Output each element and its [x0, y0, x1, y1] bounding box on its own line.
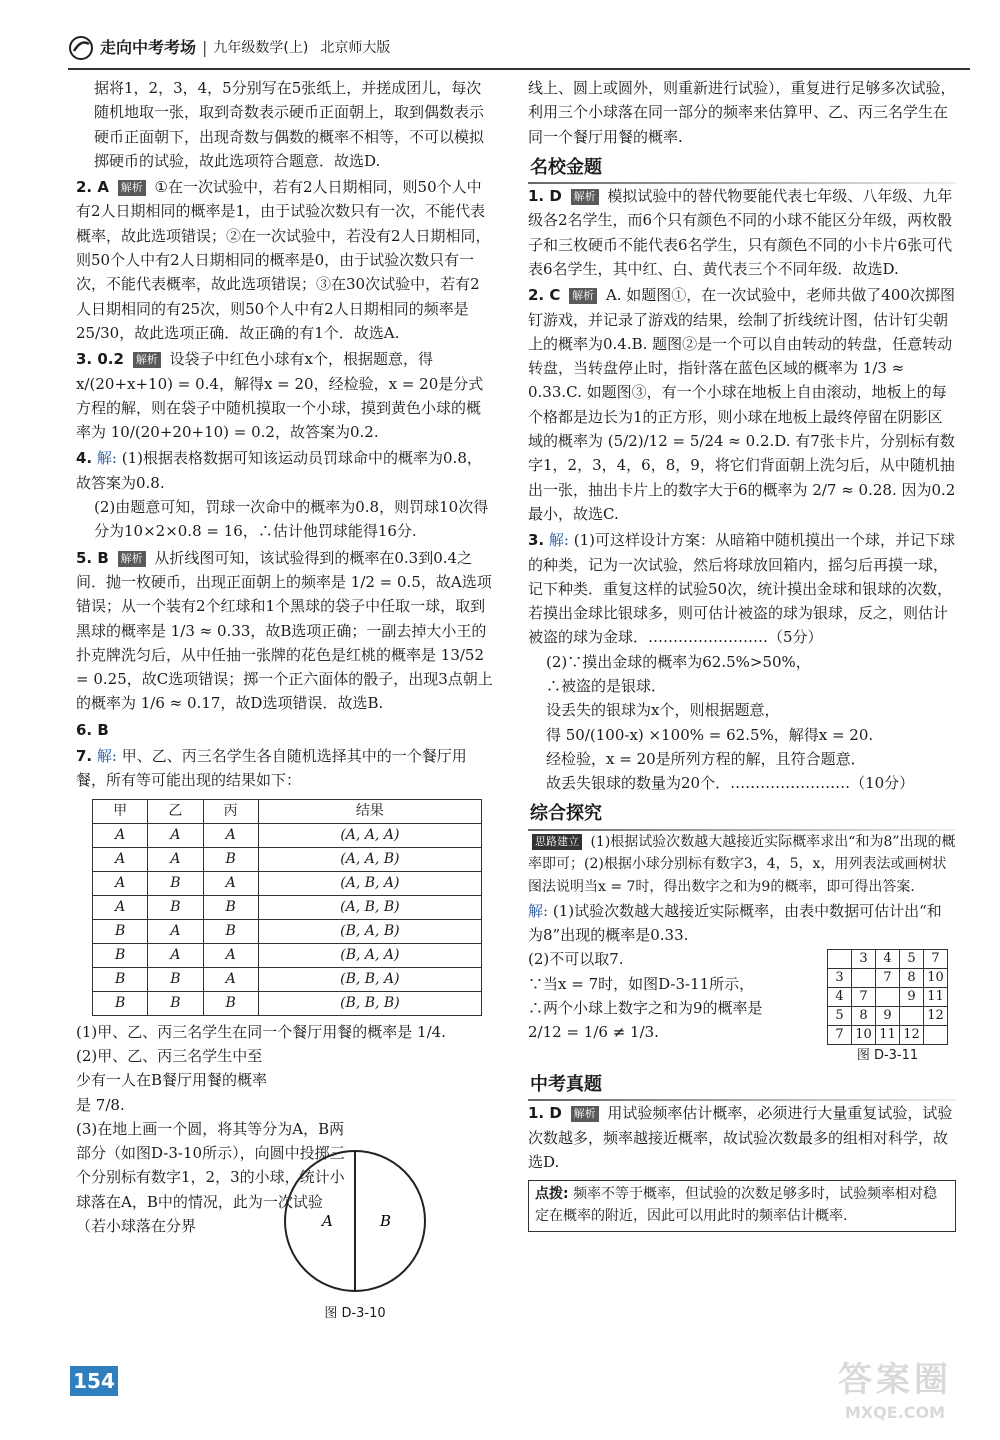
- answer-7-part1-text: (1)甲、乙、丙三名学生在同一个餐厅用餐的概率是: [76, 1022, 413, 1041]
- right-answer-2-text: A. 如题图①，在一次试验中，老师共做了400次掷图钉游戏，并记录了游戏的结果，绘制了折线统计图，估计钉尖朝上的概率为0.4.B. 题图②是一个可以自由转动的转盘，任意转动转盘，当转盘停止时，指针落在蓝色区域的概率为 1/3 ≈ 0.33.C. 如题图③，有一个小球在地板上自由滚动，地板上的每个格都是边长为1的正方形，则小球在地板上最终停留在阴影区域的概率为 (5/2)/12 = 5/24 ≈ 0.2.D. 有7张卡片，分别标有数字1，2，3，4，6，8，9，将它们背面朝上洗匀后，从中随机抽出一张，抽出卡片上的数字大于6的概率为 2/7 ≈ 0.28. 因为0.2最小，故选C.: [528, 286, 956, 523]
- table-cell: 10: [852, 1026, 876, 1045]
- explore-part1-text: (1)试验次数越大越接近实际概率，由表中数据可估计出“和为8”出现的概率是0.33.: [528, 901, 942, 944]
- table-cell: B: [148, 871, 203, 895]
- answer-7-part3: (3)在地上画一个圆，将其等分为A，B两部分（如图D-3-10所示），向圆中投掷三个分别标有数字1，2，3的小球，统计小球落在A，B中的情况，此为一次试验（若小球落在分界: [76, 1119, 345, 1235]
- answer-7: [76, 744, 494, 793]
- table-cell: 3: [852, 950, 876, 969]
- table-cell: A: [148, 943, 203, 967]
- watermark-url: MXQE.COM: [844, 1403, 946, 1422]
- region-b-label: B: [380, 1212, 392, 1230]
- table-cell: 7: [852, 988, 876, 1007]
- table-row: [93, 895, 482, 919]
- solution-label: 解:: [548, 531, 569, 550]
- right-answer-1: [528, 184, 956, 281]
- table-cell: 12: [924, 1007, 948, 1026]
- table-row: [828, 950, 948, 969]
- answer-4-part1: (1)根据表格数据可知该运动员罚球命中的概率为0.8，故答案为0.8.: [76, 449, 482, 492]
- table-cell: 4: [828, 988, 852, 1007]
- section-title-explore: 综合探究: [528, 799, 956, 828]
- analysis-tag: 解析: [133, 352, 161, 368]
- answer-5-number: 5. B: [76, 548, 109, 567]
- header-rule: [68, 68, 970, 70]
- page-number: 154: [70, 1366, 118, 1396]
- table-cell: A: [93, 823, 148, 847]
- right-answer-3-part4: 设丢失的银球为x个，则根据题意，: [546, 701, 780, 720]
- figure-caption: 图 D-3-10: [324, 1306, 386, 1322]
- table-row: [828, 1026, 948, 1045]
- tip-box: [528, 1180, 956, 1231]
- continued-paragraph: 线上、圆上或圆外，则重新进行试验），重复进行足够多次试验，利用三个小球落在同一部分的频率来估算甲、乙、丙三名学生在同一个餐厅用餐的概率.: [528, 79, 956, 146]
- exam-answer-1: [528, 1101, 956, 1174]
- analysis-tag: 解析: [571, 1106, 599, 1122]
- table-cell: 8: [900, 969, 924, 988]
- solution-label: 解:: [96, 449, 117, 468]
- table-cell: A: [93, 871, 148, 895]
- table-cell: 3: [828, 969, 852, 988]
- brand-logo-icon: [68, 35, 94, 61]
- right-answer-2: [528, 283, 956, 526]
- table-row: [828, 1007, 948, 1026]
- table-cell: [924, 1026, 948, 1045]
- right-answer-3-part6: 经检验，x = 20是所列方程的解，且符合题意．: [546, 749, 866, 768]
- tip-text: 频率不等于概率，但试验的次数足够多时，试验频率相对稳定在概率的附近，因此可以用此时的频率估计概率.: [535, 1186, 938, 1225]
- answer-4-part2: (2)由题意可知，罚球一次命中的概率为0.8，则罚球10次得分为10×2×0.8 = 16，∴估计他罚球能得16分.: [94, 498, 489, 541]
- right-answer-1-number: 1. D: [528, 187, 562, 206]
- section-title-famous-schools: 名校金题: [528, 153, 956, 182]
- answer-5-text: 从折线图可知，该试验得到的概率在0.3到0.4之间．抛一枚硬币，出现正面朝上的频率是 1/2 = 0.5，故A选项错误；从一个装有2个红球和1个黑球的袋子中任取一球，取到黑球的概率是 1/3 ≈ 0.33，故B选项正确；一副去掉大小王的扑克牌洗匀后，从中任抽一张牌的花色是红桃的概率是 13/52 = 0.25，故C选项错误；掷一个正六面体的骰子，出现3点朝上的概率为 1/6 ≈ 0.17，故D选项错误．故选B.: [76, 548, 493, 713]
- sum-grid-table: [827, 949, 948, 1045]
- explore-part1: [528, 899, 956, 948]
- table-cell: B: [93, 943, 148, 967]
- table-cell: (A, B, B): [258, 895, 481, 919]
- table-row: [93, 943, 482, 967]
- answer-2-number: 2. A: [76, 178, 109, 197]
- table-cell: B: [148, 991, 203, 1015]
- table-cell: A: [93, 895, 148, 919]
- table-cell: [876, 988, 900, 1007]
- answer-3: [76, 347, 494, 444]
- right-answer-3-part1: (1)可这样设计方案：从暗箱中随机摸出一个球，并记下球的种类，记为一次试验，然后将球放回箱内，摇匀后再摸一球，记下种类．重复这样的试验50次，统计摸出金球和银球的次数，若摸出金球比银球多，则可估计被盗的球为银球，反之，则估计被盗的球为金球．……………………（5分）: [528, 531, 956, 647]
- book-subtitle: 九年级数学(上): [213, 39, 309, 56]
- outcomes-table: [92, 799, 482, 1016]
- right-answer-3: [528, 528, 956, 649]
- table-cell: (B, A, B): [258, 919, 481, 943]
- answer-2: [76, 175, 494, 345]
- table-cell: 12: [900, 1026, 924, 1045]
- table-cell: A: [203, 823, 258, 847]
- right-answer-2-number: 2. C: [528, 286, 561, 305]
- table-cell: B: [203, 847, 258, 871]
- table-row: [93, 823, 482, 847]
- watermark-main: 答案圈: [838, 1360, 952, 1400]
- header-separator: |: [202, 38, 208, 58]
- right-answer-3-part3: ∴被盗的是银球．: [546, 676, 667, 695]
- table-cell: [852, 969, 876, 988]
- thinking-text: (1)根据试验次数越大越接近实际概率求出“和为8”出现的概率即可；(2)根据小球分别标有数字3，4，5，x，用列表法或画树状图法说明当x = 7时，得出数字之和为9的概率，即可得出答案．: [528, 833, 956, 895]
- table-cell: A: [203, 871, 258, 895]
- answer-6: 6. B: [76, 720, 109, 739]
- right-answer-3-part2: (2)∵摸出金球的概率为62.5%>50%，: [546, 652, 811, 671]
- answer-7-part1: (1)甲、乙、丙三名学生在同一个餐厅用餐的概率是 1/4.: [76, 1022, 446, 1041]
- answer-7-part1-fraction: 1/4: [417, 1022, 442, 1041]
- page-header: [68, 30, 390, 66]
- table-cell: [828, 950, 852, 969]
- table-cell: B: [148, 895, 203, 919]
- table-cell: 11: [876, 1026, 900, 1045]
- right-answer-3-number: 3.: [528, 531, 545, 550]
- explore-part2-text-block: [528, 947, 798, 1066]
- table-cell: (B, B, B): [258, 991, 481, 1015]
- circle-diagram: [280, 1146, 430, 1296]
- answer-4: [76, 446, 494, 495]
- table-cell: B: [93, 967, 148, 991]
- table-cell: B: [93, 919, 148, 943]
- tip-label: 点拨:: [535, 1186, 569, 1203]
- table-cell: 5: [828, 1007, 852, 1026]
- table-row: [93, 919, 482, 943]
- table-row: [93, 871, 482, 895]
- right-answer-3-part7: 故丢失银球的数量为20个．……………………（10分）: [546, 774, 915, 793]
- solution-label: 解:: [96, 747, 117, 766]
- thinking-paragraph: [528, 831, 956, 899]
- exam-answer-1-text: 用试验频率估计概率，必须进行大量重复试验，试验次数越多，频率越接近概率，故试验次数最多的组相对科学，故选D.: [528, 1104, 953, 1172]
- table-cell: 7: [876, 969, 900, 988]
- answer-5: [76, 546, 494, 716]
- left-column: [76, 76, 494, 1238]
- table-cell: B: [93, 991, 148, 1015]
- section-title-exam-questions: 中考真题: [528, 1070, 956, 1099]
- answer-2-text: ①在一次试验中，若有2人日期相同，则50个人中有2人日期相同的概率是1，由于试验次数只有一次，不能代表概率，故此选项错误；②在一次试验中，若没有2人日期相同，则50个人中有2人日期相同的概率是0，由于试验次数只有一次，不能代表概率，故此选项错误；③在30次试验中，若有2人日期相同的有25次，则50个人中有2人日期相同的频率是 25/30，故此选项正确．故正确的有1个．故选A.: [76, 178, 491, 342]
- table-cell: 11: [924, 988, 948, 1007]
- right-answer-1-text: 模拟试验中的替代物要能代表七年级、八年级、九年级各2名学生，而6个只有颜色不同的小球不能区分年级，两枚骰子和三枚硬币不能代表6名学生，只有颜色不同的小卡片6张可代表6名学生，其中红、白、黄代表三个不同年级．故选D.: [528, 187, 953, 278]
- table-cell: 8: [852, 1007, 876, 1026]
- table-cell: (A, A, A): [258, 823, 481, 847]
- analysis-tag: 解析: [569, 288, 597, 304]
- table-cell: A: [203, 943, 258, 967]
- answer-7-part2: (2)甲、乙、丙三名学生中至少有一人在B餐厅用餐的概率是 7/8.: [76, 1046, 268, 1114]
- answer-7-part2-fraction: 7/8: [95, 1095, 120, 1114]
- table-header-cell: 甲: [93, 799, 148, 823]
- brand-title: 走向中考考场: [100, 38, 197, 58]
- figure-caption: 图 D-3-11: [856, 1048, 919, 1064]
- table-cell: B: [203, 919, 258, 943]
- figure-d-3-10: [280, 1146, 430, 1324]
- answer-7-number: 7.: [76, 747, 93, 766]
- table-cell: B: [203, 991, 258, 1015]
- table-cell: 7: [924, 950, 948, 969]
- answer-7-part2-text: (2)甲、乙、丙三名学生中至少有一人在B餐厅用餐的概率是: [76, 1046, 268, 1114]
- answer-3-text: 设袋子中红色小球有x个，根据题意，得 x/(20+x+10) = 0.4，解得x = 20，经检验，x = 20是分式方程的解，则在袋子中随机摸取一个小球，摸到黄色小球的概率为 10/(20+20+10) = 0.2，故答案为0.2.: [76, 350, 484, 442]
- table-cell: (B, B, A): [258, 967, 481, 991]
- table-cell: A: [148, 919, 203, 943]
- table-row: [93, 847, 482, 871]
- table-cell: B: [148, 967, 203, 991]
- figure-d-3-11: [827, 949, 948, 1066]
- answer-4-number: 4.: [76, 449, 93, 468]
- thinking-tag: 思路建立: [532, 834, 582, 850]
- analysis-tag: 解析: [118, 551, 146, 567]
- explore-part2: (2)不可以取7.: [528, 950, 624, 969]
- table-cell: A: [148, 847, 203, 871]
- right-answer-3-part5: 得 50/(100-x) ×100% = 62.5%，解得x = 20.: [546, 725, 874, 744]
- table-cell: 9: [900, 988, 924, 1007]
- table-row: [828, 969, 948, 988]
- table-header-cell: 乙: [148, 799, 203, 823]
- table-cell: B: [203, 895, 258, 919]
- analysis-tag: 解析: [118, 180, 146, 196]
- table-cell: A: [148, 823, 203, 847]
- explore-part2-block: [528, 947, 956, 1066]
- table-cell: 9: [876, 1007, 900, 1026]
- exam-answer-1-number: 1. D: [528, 1104, 562, 1123]
- table-cell: 5: [900, 950, 924, 969]
- book-edition: 北京师大版: [320, 39, 391, 56]
- solution-label: 解:: [528, 901, 549, 920]
- table-row: [93, 967, 482, 991]
- table-header-cell: 丙: [203, 799, 258, 823]
- region-a-label: A: [322, 1212, 333, 1230]
- table-row: [828, 988, 948, 1007]
- explore-part3: ∵当x = 7时，如图D-3-11所示，: [528, 974, 755, 993]
- answer-7-text: 甲、乙、丙三名学生各自随机选择其中的一个餐厅用餐，所有等可能出现的结果如下：: [76, 747, 467, 790]
- table-header-cell: 结果: [258, 799, 481, 823]
- explore-part4: ∴两个小球上数字之和为9的概率是: [528, 998, 763, 1017]
- table-cell: A: [203, 967, 258, 991]
- right-column: [528, 76, 956, 1232]
- table-cell: A: [93, 847, 148, 871]
- table-cell: 4: [876, 950, 900, 969]
- table-row: [93, 991, 482, 1015]
- intro-paragraph: 据将1，2，3，4，5分别写在5张纸上，并搓成团儿，每次随机地取一张，取到奇数表示硬币正面朝上，取到偶数表示硬币正面朝下，出现奇数与偶数的概率不相等，不可以模拟掷硬币的试验，故此选项符合题意．故选D.: [94, 79, 485, 170]
- watermark: [820, 1360, 970, 1432]
- table-cell: 7: [828, 1026, 852, 1045]
- table-cell: 10: [924, 969, 948, 988]
- explore-part5: 2/12 = 1/6 ≠ 1/3.: [528, 1023, 659, 1042]
- table-cell: (A, A, B): [258, 847, 481, 871]
- table-cell: [900, 1007, 924, 1026]
- table-cell: (A, B, A): [258, 871, 481, 895]
- table-cell: (B, A, A): [258, 943, 481, 967]
- answer-3-number: 3. 0.2: [76, 350, 124, 369]
- table-header-row: [93, 799, 482, 823]
- analysis-tag: 解析: [571, 189, 599, 205]
